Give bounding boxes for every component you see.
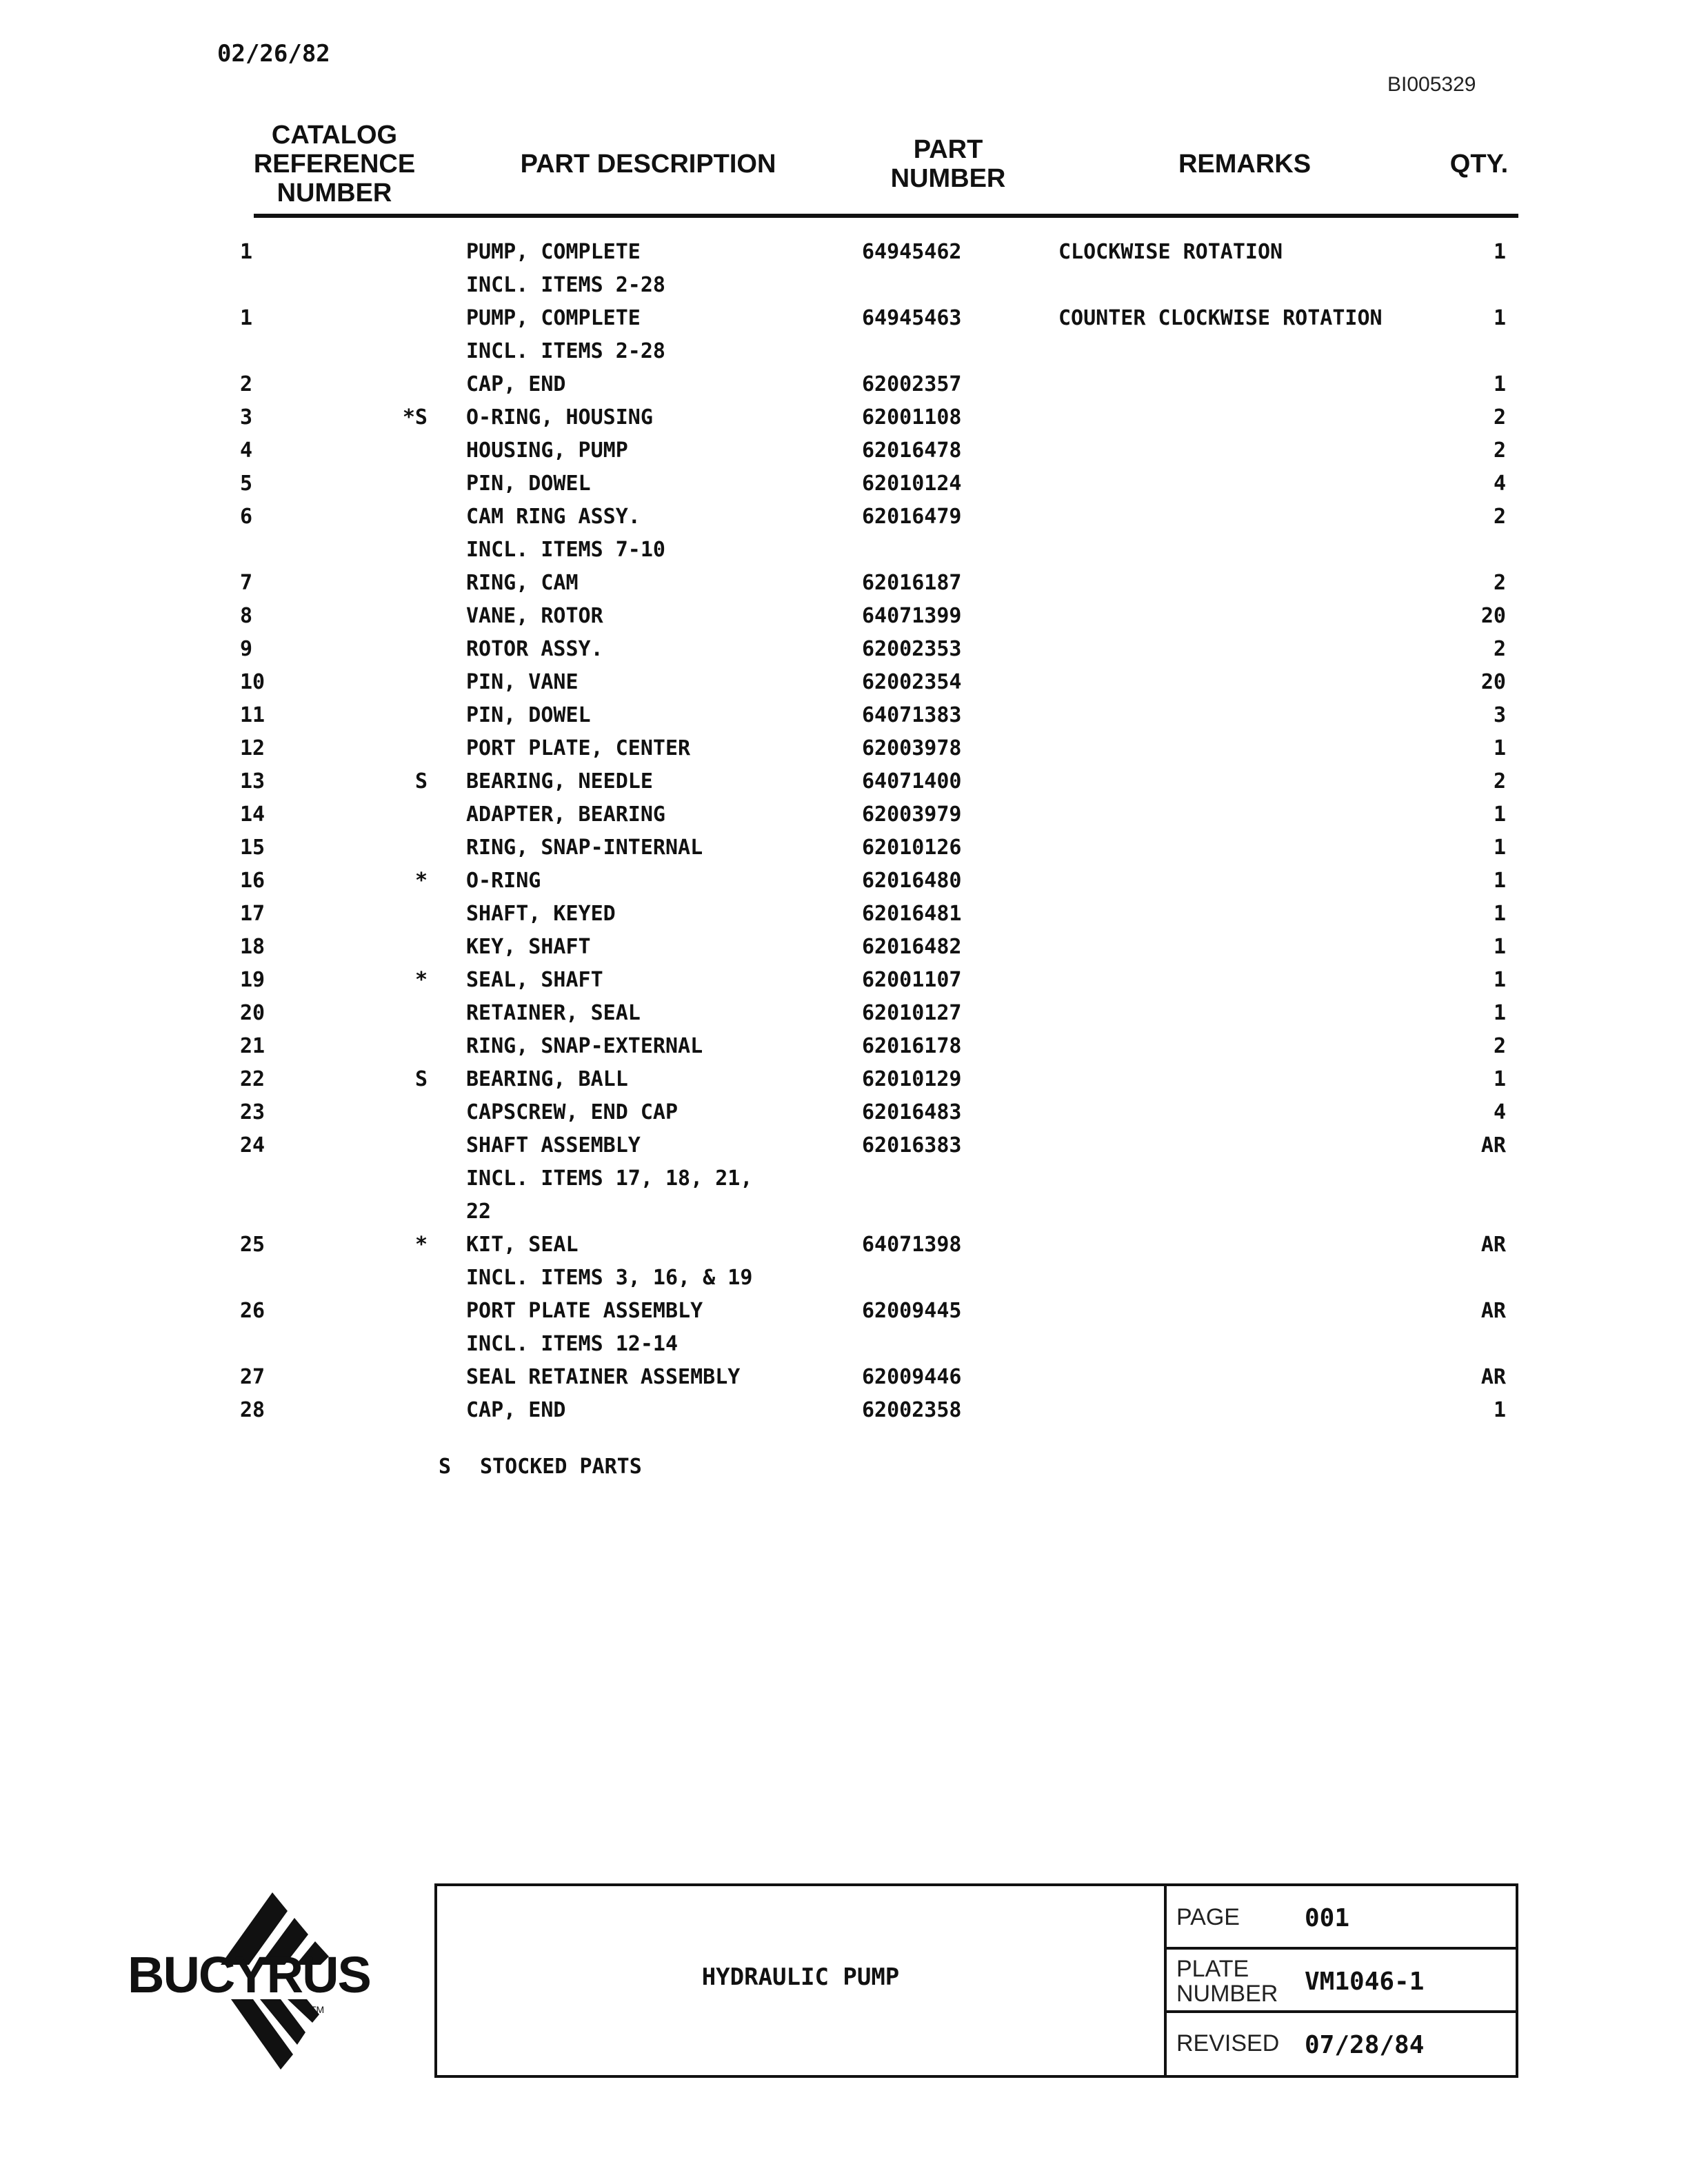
- row-qty: 1: [1493, 869, 1506, 893]
- revised-value: 07/28/84: [1305, 2031, 1425, 2059]
- row-description: SEAL RETAINER ASSEMBLY: [466, 1365, 741, 1389]
- row-part-number: 62002358: [862, 1398, 962, 1422]
- title-cell: [437, 1886, 1167, 2075]
- row-qty: 1: [1493, 306, 1506, 330]
- row-description: INCL. ITEMS 7-10: [466, 538, 665, 562]
- row-mark: *: [414, 869, 428, 893]
- row-remarks: CLOCKWISE ROTATION: [1058, 240, 1283, 264]
- row-part-number: 62016483: [862, 1100, 962, 1124]
- row-description: RING, SNAP-INTERNAL: [466, 836, 703, 860]
- table-row: [0, 1096, 1688, 1129]
- row-description: INCL. ITEMS 2-28: [466, 339, 665, 363]
- table-row: [0, 302, 1688, 335]
- table-row: [0, 236, 1688, 269]
- row-description: INCL. ITEMS 3, 16, & 19: [466, 1266, 753, 1290]
- row-part-number: 62016479: [862, 505, 962, 529]
- row-ref: 21: [240, 1034, 265, 1058]
- table-row: [0, 997, 1688, 1030]
- title-block: [434, 1883, 1518, 2078]
- header-qty: QTY.: [1449, 150, 1509, 179]
- row-ref: 12: [240, 736, 265, 760]
- row-qty: 2: [1493, 769, 1506, 793]
- row-qty: 1: [1493, 836, 1506, 860]
- plate-row: [1167, 1950, 1516, 2013]
- table-row: [0, 1295, 1688, 1328]
- table-row: [0, 1228, 1688, 1262]
- stocked-text: STOCKED PARTS: [480, 1455, 642, 1479]
- row-description: HOUSING, PUMP: [466, 438, 628, 463]
- row-ref: 20: [240, 1001, 265, 1025]
- row-description: PORT PLATE, CENTER: [466, 736, 691, 760]
- row-description: KIT, SEAL: [466, 1233, 579, 1257]
- row-remarks: COUNTER CLOCKWISE ROTATION: [1058, 306, 1383, 330]
- table-row: [0, 1129, 1688, 1162]
- table-row: [0, 1262, 1688, 1295]
- row-description: PIN, DOWEL: [466, 472, 591, 496]
- row-part-number: 62003979: [862, 802, 962, 827]
- row-description: SHAFT, KEYED: [466, 902, 616, 926]
- row-description: SEAL, SHAFT: [466, 968, 603, 992]
- row-description: CAP, END: [466, 1398, 566, 1422]
- row-part-number: 62002357: [862, 372, 962, 396]
- table-row: [0, 699, 1688, 732]
- row-part-number: 64945462: [862, 240, 962, 264]
- row-qty: 2: [1493, 505, 1506, 529]
- row-qty: 20: [1480, 670, 1506, 694]
- row-qty: 20: [1480, 604, 1506, 628]
- row-qty: 1: [1493, 802, 1506, 827]
- document-date: 02/26/82: [217, 40, 330, 68]
- table-row: [0, 831, 1688, 865]
- row-ref: 2: [240, 372, 253, 396]
- row-part-number: 62001108: [862, 405, 962, 429]
- row-ref: 22: [240, 1067, 265, 1091]
- row-part-number: 62010129: [862, 1067, 962, 1091]
- table-row: [0, 501, 1688, 534]
- row-description: O-RING, HOUSING: [466, 405, 653, 429]
- row-qty: 4: [1493, 472, 1506, 496]
- row-description: SHAFT ASSEMBLY: [466, 1133, 641, 1157]
- row-ref: 10: [240, 670, 265, 694]
- row-ref: 28: [240, 1398, 265, 1422]
- header-part-number: PART NUMBER: [890, 135, 1006, 193]
- row-description: ADAPTER, BEARING: [466, 802, 665, 827]
- row-ref: 14: [240, 802, 265, 827]
- row-part-number: 62016481: [862, 902, 962, 926]
- row-mark: S: [414, 769, 428, 793]
- row-ref: 27: [240, 1365, 265, 1389]
- row-description: BEARING, BALL: [466, 1067, 628, 1091]
- row-part-number: 64071399: [862, 604, 962, 628]
- row-part-number: 62009446: [862, 1365, 962, 1389]
- row-description: PORT PLATE ASSEMBLY: [466, 1299, 703, 1323]
- row-part-number: 62001107: [862, 968, 962, 992]
- row-part-number: 62009445: [862, 1299, 962, 1323]
- table-row: [0, 600, 1688, 633]
- header-part-description: PART DESCRIPTION: [520, 150, 776, 179]
- page-row: [1167, 1886, 1516, 1950]
- row-part-number: 64071383: [862, 703, 962, 727]
- row-description: O-RING: [466, 869, 541, 893]
- row-qty: 1: [1493, 935, 1506, 959]
- header-catalog-reference: CATALOG REFERENCE NUMBER: [253, 121, 416, 208]
- row-ref: 23: [240, 1100, 265, 1124]
- row-mark: *: [414, 1233, 428, 1257]
- row-description: KEY, SHAFT: [466, 935, 591, 959]
- row-ref: 8: [240, 604, 253, 628]
- row-qty: 3: [1493, 703, 1506, 727]
- row-description: CAM RING ASSY.: [466, 505, 641, 529]
- row-ref: 26: [240, 1299, 265, 1323]
- row-qty: 1: [1493, 968, 1506, 992]
- document-title: HYDRAULIC PUMP: [701, 1963, 900, 1991]
- row-description: RING, CAM: [466, 571, 579, 595]
- row-qty: 2: [1493, 438, 1506, 463]
- table-row: [0, 1394, 1688, 1427]
- table-row: [0, 898, 1688, 931]
- row-ref: 13: [240, 769, 265, 793]
- row-ref: 4: [240, 438, 253, 463]
- table-row: [0, 1361, 1688, 1394]
- row-qty: 1: [1493, 736, 1506, 760]
- row-qty: AR: [1480, 1233, 1506, 1257]
- stocked-parts-note: [439, 1455, 642, 1479]
- row-part-number: 62010127: [862, 1001, 962, 1025]
- table-row: [0, 964, 1688, 997]
- row-qty: 2: [1493, 405, 1506, 429]
- table-row: [0, 765, 1688, 798]
- table-row: [0, 865, 1688, 898]
- row-qty: 2: [1493, 637, 1506, 661]
- logo-wordmark: BUCYRUS: [128, 1946, 370, 2003]
- row-ref: 5: [240, 472, 253, 496]
- revised-label: REVISED: [1176, 2030, 1280, 2056]
- bucyrus-logo: [128, 1889, 417, 2089]
- table-row: [0, 1063, 1688, 1096]
- row-part-number: 62002353: [862, 637, 962, 661]
- row-ref: 15: [240, 836, 265, 860]
- row-ref: 11: [240, 703, 265, 727]
- row-ref: 7: [240, 571, 253, 595]
- table-row: [0, 269, 1688, 302]
- row-ref: 1: [240, 240, 253, 264]
- document-id: BI005329: [1387, 73, 1476, 96]
- row-part-number: 64071398: [862, 1233, 962, 1257]
- row-description: CAP, END: [466, 372, 566, 396]
- row-description: BEARING, NEEDLE: [466, 769, 653, 793]
- table-row: [0, 732, 1688, 765]
- plate-label: PLATE NUMBER: [1176, 1956, 1278, 2007]
- table-row: [0, 1030, 1688, 1063]
- row-qty: 1: [1493, 240, 1506, 264]
- page-label: PAGE: [1176, 1904, 1240, 1930]
- row-description: INCL. ITEMS 17, 18, 21,: [466, 1166, 753, 1191]
- row-description: RING, SNAP-EXTERNAL: [466, 1034, 703, 1058]
- header-remarks: REMARKS: [1178, 150, 1312, 179]
- plate-value: VM1046-1: [1305, 1968, 1425, 1996]
- stocked-symbol: S: [439, 1455, 452, 1479]
- row-ref: 16: [240, 869, 265, 893]
- row-ref: 9: [240, 637, 253, 661]
- row-description: CAPSCREW, END CAP: [466, 1100, 679, 1124]
- row-ref: 25: [240, 1233, 265, 1257]
- row-description: PUMP, COMPLETE: [466, 240, 641, 264]
- table-row: [0, 1162, 1688, 1195]
- table-row: [0, 534, 1688, 567]
- row-description: VANE, ROTOR: [466, 604, 603, 628]
- row-ref: 19: [240, 968, 265, 992]
- table-row: [0, 633, 1688, 666]
- table-row: [0, 368, 1688, 401]
- page-value: 001: [1305, 1904, 1350, 1932]
- row-description: RETAINER, SEAL: [466, 1001, 641, 1025]
- table-row: [0, 1195, 1688, 1228]
- revised-row: [1167, 2013, 1516, 2075]
- row-part-number: 64071400: [862, 769, 962, 793]
- row-ref: 17: [240, 902, 265, 926]
- row-qty: 1: [1493, 1067, 1506, 1091]
- row-part-number: 62002354: [862, 670, 962, 694]
- row-part-number: 62016482: [862, 935, 962, 959]
- row-qty: 2: [1493, 1034, 1506, 1058]
- table-row: [0, 1328, 1688, 1361]
- table-row: [0, 567, 1688, 600]
- header-divider: [254, 214, 1518, 218]
- row-mark: *: [414, 968, 428, 992]
- table-row: [0, 467, 1688, 501]
- row-qty: AR: [1480, 1365, 1506, 1389]
- row-description: PUMP, COMPLETE: [466, 306, 641, 330]
- row-part-number: 62016178: [862, 1034, 962, 1058]
- table-row: [0, 434, 1688, 467]
- row-part-number: 62003978: [862, 736, 962, 760]
- row-qty: 1: [1493, 372, 1506, 396]
- table-row: [0, 798, 1688, 831]
- row-description: PIN, DOWEL: [466, 703, 591, 727]
- table-row: [0, 335, 1688, 368]
- row-mark: *S: [402, 405, 428, 429]
- row-qty: 2: [1493, 571, 1506, 595]
- parts-list: [0, 236, 1688, 1427]
- row-ref: 3: [240, 405, 253, 429]
- row-qty: AR: [1480, 1133, 1506, 1157]
- row-ref: 18: [240, 935, 265, 959]
- row-qty: 1: [1493, 1001, 1506, 1025]
- table-row: [0, 666, 1688, 699]
- row-part-number: 62016478: [862, 438, 962, 463]
- table-row: [0, 401, 1688, 434]
- row-ref: 1: [240, 306, 253, 330]
- row-part-number: 62010126: [862, 836, 962, 860]
- row-part-number: 62016480: [862, 869, 962, 893]
- row-ref: 6: [240, 505, 253, 529]
- row-ref: 24: [240, 1133, 265, 1157]
- row-description: 22: [466, 1200, 492, 1224]
- row-description: PIN, VANE: [466, 670, 579, 694]
- row-description: ROTOR ASSY.: [466, 637, 603, 661]
- row-part-number: 62016383: [862, 1133, 962, 1157]
- row-qty: 1: [1493, 902, 1506, 926]
- row-description: INCL. ITEMS 2-28: [466, 273, 665, 297]
- logo-trademark: TM: [310, 2004, 325, 2015]
- row-part-number: 62016187: [862, 571, 962, 595]
- row-qty: AR: [1480, 1299, 1506, 1323]
- row-description: INCL. ITEMS 12-14: [466, 1332, 679, 1356]
- row-qty: 4: [1493, 1100, 1506, 1124]
- row-mark: S: [414, 1067, 428, 1091]
- row-qty: 1: [1493, 1398, 1506, 1422]
- table-row: [0, 931, 1688, 964]
- row-part-number: 62010124: [862, 472, 962, 496]
- row-part-number: 64945463: [862, 306, 962, 330]
